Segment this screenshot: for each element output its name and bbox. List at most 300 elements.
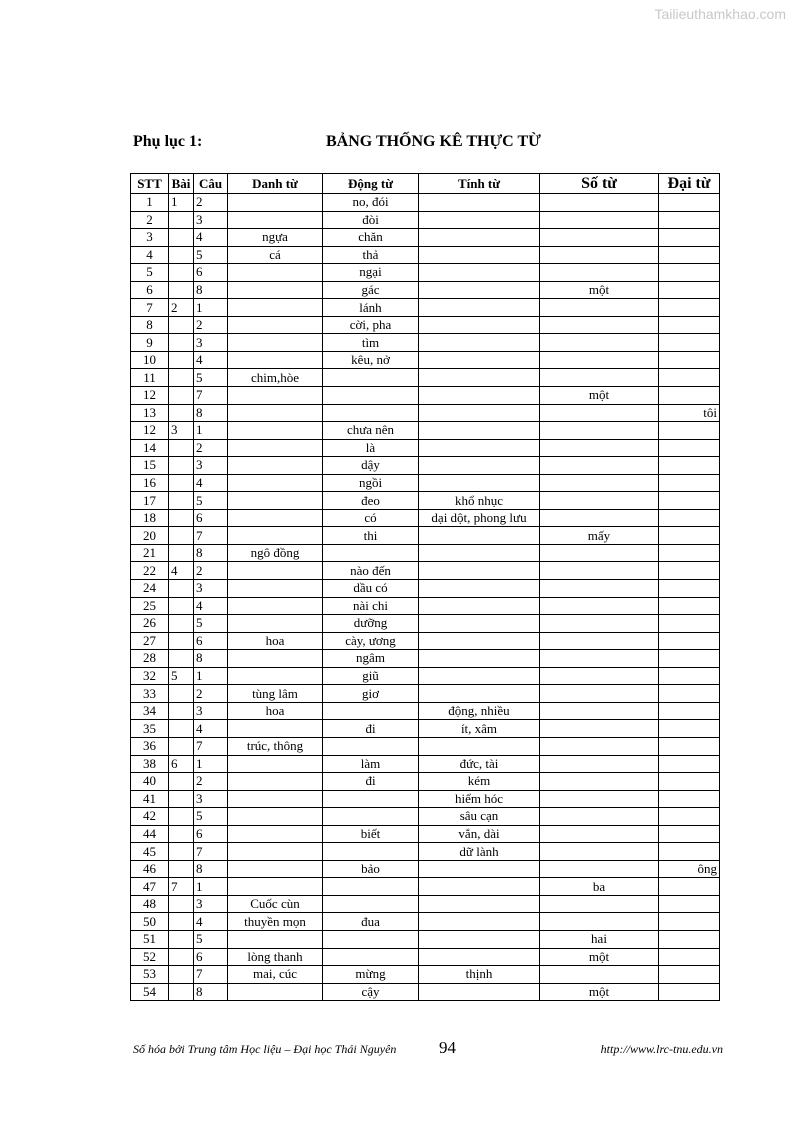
- cell-cau: 1: [194, 878, 228, 896]
- table-row: [131, 913, 720, 931]
- cell-dong-tu: giũ: [323, 667, 419, 685]
- cell-cau: 2: [194, 439, 228, 457]
- cell-dong-tu: [323, 843, 419, 861]
- cell-so-tu: [540, 755, 659, 773]
- cell-bai: [169, 474, 194, 492]
- cell-cau: 3: [194, 580, 228, 598]
- cell-cau: 7: [194, 843, 228, 861]
- cell-bai: [169, 966, 194, 984]
- cell-so-tu: một: [540, 281, 659, 299]
- cell-tinh-tu: [419, 439, 540, 457]
- cell-stt: 17: [131, 492, 169, 510]
- cell-cau: 8: [194, 281, 228, 299]
- cell-so-tu: [540, 773, 659, 791]
- cell-dong-tu: ngại: [323, 264, 419, 282]
- cell-bai: [169, 544, 194, 562]
- header-so-tu: Số từ: [540, 174, 659, 194]
- cell-bai: [169, 457, 194, 475]
- cell-danh-tu: [228, 773, 323, 791]
- cell-dong-tu: chăn: [323, 229, 419, 247]
- cell-stt: 51: [131, 930, 169, 948]
- cell-tinh-tu: [419, 632, 540, 650]
- cell-bai: [169, 211, 194, 229]
- table-row: [131, 194, 720, 212]
- cell-dai-tu: tôi: [659, 404, 720, 422]
- cell-cau: 1: [194, 755, 228, 773]
- cell-dong-tu: có: [323, 509, 419, 527]
- cell-tinh-tu: dại dột, phong lưu: [419, 509, 540, 527]
- header-dong-tu: Động từ: [323, 174, 419, 194]
- cell-cau: 4: [194, 229, 228, 247]
- cell-so-tu: [540, 615, 659, 633]
- cell-dai-tu: [659, 913, 720, 931]
- cell-danh-tu: [228, 316, 323, 334]
- table-row: [131, 773, 720, 791]
- cell-so-tu: [540, 860, 659, 878]
- cell-dai-tu: [659, 369, 720, 387]
- cell-danh-tu: [228, 755, 323, 773]
- cell-so-tu: [540, 194, 659, 212]
- cell-tinh-tu: kém: [419, 773, 540, 791]
- cell-dai-tu: [659, 229, 720, 247]
- cell-dong-tu: ngồi: [323, 474, 419, 492]
- cell-stt: 40: [131, 773, 169, 791]
- cell-dong-tu: đi: [323, 773, 419, 791]
- cell-dong-tu: làm: [323, 755, 419, 773]
- cell-danh-tu: [228, 562, 323, 580]
- cell-dong-tu: chưa nên: [323, 422, 419, 440]
- cell-tinh-tu: [419, 562, 540, 580]
- cell-stt: 12: [131, 387, 169, 405]
- cell-dong-tu: nài chi: [323, 597, 419, 615]
- cell-dai-tu: [659, 194, 720, 212]
- cell-stt: 32: [131, 667, 169, 685]
- cell-dai-tu: [659, 737, 720, 755]
- cell-tinh-tu: [419, 667, 540, 685]
- table-row: [131, 246, 720, 264]
- cell-bai: [169, 930, 194, 948]
- cell-cau: 4: [194, 913, 228, 931]
- cell-stt: 44: [131, 825, 169, 843]
- cell-tinh-tu: sâu cạn: [419, 808, 540, 826]
- cell-dai-tu: [659, 351, 720, 369]
- cell-dong-tu: [323, 948, 419, 966]
- cell-so-tu: [540, 702, 659, 720]
- header-danh-tu: Danh từ: [228, 174, 323, 194]
- cell-so-tu: [540, 316, 659, 334]
- cell-dai-tu: [659, 457, 720, 475]
- table-row: [131, 229, 720, 247]
- cell-bai: [169, 509, 194, 527]
- table-row: [131, 930, 720, 948]
- cell-dong-tu: kêu, nở: [323, 351, 419, 369]
- cell-tinh-tu: [419, 457, 540, 475]
- cell-so-tu: [540, 790, 659, 808]
- cell-dong-tu: [323, 544, 419, 562]
- cell-so-tu: [540, 580, 659, 598]
- cell-danh-tu: [228, 281, 323, 299]
- cell-dong-tu: [323, 878, 419, 896]
- cell-dai-tu: [659, 544, 720, 562]
- statistics-table: [130, 173, 720, 1001]
- cell-danh-tu: thuyền mọn: [228, 913, 323, 931]
- cell-cau: 7: [194, 737, 228, 755]
- cell-stt: 7: [131, 299, 169, 317]
- cell-tinh-tu: [419, 422, 540, 440]
- cell-stt: 33: [131, 685, 169, 703]
- cell-tinh-tu: [419, 860, 540, 878]
- cell-so-tu: [540, 369, 659, 387]
- page-number: 94: [439, 1038, 456, 1057]
- cell-tinh-tu: [419, 316, 540, 334]
- table-row: [131, 597, 720, 615]
- cell-tinh-tu: [419, 685, 540, 703]
- table-row: [131, 264, 720, 282]
- page-heading: [133, 133, 733, 155]
- cell-so-tu: [540, 509, 659, 527]
- cell-danh-tu: trúc, thông: [228, 737, 323, 755]
- cell-stt: 52: [131, 948, 169, 966]
- table-row: [131, 755, 720, 773]
- cell-bai: [169, 860, 194, 878]
- cell-dai-tu: [659, 334, 720, 352]
- cell-so-tu: [540, 808, 659, 826]
- table-row: [131, 825, 720, 843]
- cell-danh-tu: [228, 930, 323, 948]
- cell-tinh-tu: hiểm hóc: [419, 790, 540, 808]
- header-bai: Bài: [169, 174, 194, 194]
- appendix-label: Phụ lục 1:: [133, 133, 203, 150]
- page-footer: [133, 1038, 723, 1062]
- cell-dong-tu: [323, 737, 419, 755]
- cell-dong-tu: gác: [323, 281, 419, 299]
- cell-danh-tu: [228, 580, 323, 598]
- table-row: [131, 843, 720, 861]
- cell-danh-tu: [228, 474, 323, 492]
- cell-bai: 6: [169, 755, 194, 773]
- cell-so-tu: [540, 544, 659, 562]
- cell-cau: 8: [194, 860, 228, 878]
- cell-tinh-tu: [419, 351, 540, 369]
- table-row: [131, 492, 720, 510]
- cell-stt: 48: [131, 895, 169, 913]
- cell-danh-tu: [228, 404, 323, 422]
- cell-so-tu: [540, 562, 659, 580]
- cell-cau: 6: [194, 825, 228, 843]
- cell-dong-tu: dưỡng: [323, 615, 419, 633]
- cell-dai-tu: [659, 299, 720, 317]
- cell-cau: 1: [194, 667, 228, 685]
- cell-danh-tu: [228, 790, 323, 808]
- cell-stt: 20: [131, 527, 169, 545]
- watermark: Tailieuthamkhao.com: [654, 6, 786, 22]
- cell-dai-tu: [659, 615, 720, 633]
- cell-cau: 6: [194, 509, 228, 527]
- cell-danh-tu: [228, 439, 323, 457]
- cell-stt: 50: [131, 913, 169, 931]
- cell-tinh-tu: [419, 264, 540, 282]
- cell-so-tu: [540, 264, 659, 282]
- table-row: [131, 895, 720, 913]
- cell-stt: 9: [131, 334, 169, 352]
- cell-dai-tu: [659, 790, 720, 808]
- table-row: [131, 527, 720, 545]
- cell-tinh-tu: ít, xâm: [419, 720, 540, 738]
- cell-bai: [169, 387, 194, 405]
- cell-so-tu: [540, 422, 659, 440]
- cell-danh-tu: [228, 615, 323, 633]
- cell-bai: [169, 702, 194, 720]
- cell-danh-tu: [228, 527, 323, 545]
- cell-cau: 6: [194, 948, 228, 966]
- cell-tinh-tu: [419, 387, 540, 405]
- cell-tinh-tu: [419, 246, 540, 264]
- cell-tinh-tu: [419, 281, 540, 299]
- cell-dai-tu: [659, 387, 720, 405]
- cell-dong-tu: mừng: [323, 966, 419, 984]
- cell-cau: 3: [194, 211, 228, 229]
- table-row: [131, 808, 720, 826]
- cell-danh-tu: hoa: [228, 632, 323, 650]
- cell-cau: 3: [194, 457, 228, 475]
- cell-stt: 12: [131, 422, 169, 440]
- cell-dong-tu: dậy: [323, 457, 419, 475]
- cell-bai: [169, 948, 194, 966]
- table-row: [131, 387, 720, 405]
- cell-danh-tu: [228, 860, 323, 878]
- cell-tinh-tu: [419, 404, 540, 422]
- cell-tinh-tu: [419, 474, 540, 492]
- table-body: [131, 194, 720, 1001]
- cell-dong-tu: [323, 808, 419, 826]
- cell-bai: [169, 737, 194, 755]
- cell-tinh-tu: [419, 615, 540, 633]
- cell-tinh-tu: [419, 597, 540, 615]
- cell-so-tu: [540, 737, 659, 755]
- cell-so-tu: ba: [540, 878, 659, 896]
- cell-bai: 5: [169, 667, 194, 685]
- cell-cau: 2: [194, 773, 228, 791]
- cell-bai: [169, 615, 194, 633]
- cell-danh-tu: [228, 667, 323, 685]
- cell-bai: 2: [169, 299, 194, 317]
- cell-cau: 2: [194, 685, 228, 703]
- table-row: [131, 720, 720, 738]
- cell-dong-tu: thả: [323, 246, 419, 264]
- cell-dai-tu: [659, 685, 720, 703]
- cell-tinh-tu: [419, 334, 540, 352]
- cell-dong-tu: cậy: [323, 983, 419, 1001]
- cell-danh-tu: ngựa: [228, 229, 323, 247]
- cell-dong-tu: đi: [323, 720, 419, 738]
- cell-bai: [169, 843, 194, 861]
- cell-so-tu: [540, 720, 659, 738]
- cell-stt: 45: [131, 843, 169, 861]
- cell-so-tu: [540, 439, 659, 457]
- table-row: [131, 404, 720, 422]
- cell-so-tu: [540, 650, 659, 668]
- cell-cau: 5: [194, 492, 228, 510]
- cell-dong-tu: đua: [323, 913, 419, 931]
- table-row: [131, 474, 720, 492]
- cell-stt: 18: [131, 509, 169, 527]
- table-row: [131, 509, 720, 527]
- table-row: [131, 615, 720, 633]
- cell-so-tu: [540, 492, 659, 510]
- cell-stt: 35: [131, 720, 169, 738]
- cell-dai-tu: [659, 632, 720, 650]
- cell-cau: 6: [194, 264, 228, 282]
- cell-dai-tu: [659, 474, 720, 492]
- cell-tinh-tu: khổ nhục: [419, 492, 540, 510]
- cell-cau: 2: [194, 194, 228, 212]
- cell-danh-tu: hoa: [228, 702, 323, 720]
- cell-bai: [169, 913, 194, 931]
- cell-dong-tu: [323, 387, 419, 405]
- cell-bai: [169, 369, 194, 387]
- cell-stt: 11: [131, 369, 169, 387]
- cell-cau: 5: [194, 808, 228, 826]
- table-row: [131, 351, 720, 369]
- table-row: [131, 544, 720, 562]
- cell-danh-tu: [228, 264, 323, 282]
- cell-cau: 7: [194, 527, 228, 545]
- cell-bai: [169, 895, 194, 913]
- cell-tinh-tu: đức, tài: [419, 755, 540, 773]
- cell-cau: 5: [194, 369, 228, 387]
- cell-danh-tu: [228, 983, 323, 1001]
- cell-cau: 1: [194, 299, 228, 317]
- cell-so-tu: [540, 299, 659, 317]
- cell-bai: [169, 650, 194, 668]
- cell-cau: 2: [194, 316, 228, 334]
- cell-bai: [169, 351, 194, 369]
- cell-bai: [169, 492, 194, 510]
- cell-cau: 8: [194, 404, 228, 422]
- cell-stt: 16: [131, 474, 169, 492]
- cell-tinh-tu: [419, 229, 540, 247]
- cell-bai: [169, 527, 194, 545]
- cell-bai: [169, 983, 194, 1001]
- cell-stt: 22: [131, 562, 169, 580]
- cell-dai-tu: [659, 316, 720, 334]
- cell-bai: 4: [169, 562, 194, 580]
- table-row: [131, 737, 720, 755]
- cell-tinh-tu: [419, 299, 540, 317]
- cell-cau: 4: [194, 720, 228, 738]
- cell-cau: 8: [194, 983, 228, 1001]
- cell-stt: 25: [131, 597, 169, 615]
- table-row: [131, 562, 720, 580]
- cell-so-tu: hai: [540, 930, 659, 948]
- cell-dai-tu: [659, 422, 720, 440]
- table-row: [131, 316, 720, 334]
- cell-danh-tu: [228, 334, 323, 352]
- cell-dong-tu: no, đói: [323, 194, 419, 212]
- cell-bai: 3: [169, 422, 194, 440]
- cell-cau: 8: [194, 544, 228, 562]
- cell-bai: [169, 720, 194, 738]
- cell-stt: 47: [131, 878, 169, 896]
- cell-dong-tu: giơ: [323, 685, 419, 703]
- cell-cau: 3: [194, 895, 228, 913]
- cell-danh-tu: [228, 422, 323, 440]
- cell-dai-tu: [659, 580, 720, 598]
- page-title: BẢNG THỐNG KÊ THỰC TỪ: [326, 133, 541, 150]
- cell-stt: 27: [131, 632, 169, 650]
- cell-dai-tu: ông: [659, 860, 720, 878]
- cell-dai-tu: [659, 527, 720, 545]
- cell-stt: 53: [131, 966, 169, 984]
- cell-tinh-tu: [419, 895, 540, 913]
- cell-dong-tu: [323, 790, 419, 808]
- cell-bai: [169, 825, 194, 843]
- cell-stt: 6: [131, 281, 169, 299]
- cell-bai: [169, 316, 194, 334]
- cell-so-tu: [540, 457, 659, 475]
- table-row: [131, 422, 720, 440]
- cell-dong-tu: lánh: [323, 299, 419, 317]
- cell-danh-tu: mai, cúc: [228, 966, 323, 984]
- table-row: [131, 211, 720, 229]
- table-row: [131, 702, 720, 720]
- cell-danh-tu: [228, 808, 323, 826]
- cell-so-tu: [540, 895, 659, 913]
- cell-cau: 7: [194, 387, 228, 405]
- cell-dai-tu: [659, 755, 720, 773]
- cell-dai-tu: [659, 492, 720, 510]
- cell-dai-tu: [659, 948, 720, 966]
- table-row: [131, 334, 720, 352]
- cell-danh-tu: Cuốc cùn: [228, 895, 323, 913]
- table-row: [131, 790, 720, 808]
- cell-stt: 36: [131, 737, 169, 755]
- cell-cau: 3: [194, 702, 228, 720]
- cell-tinh-tu: vắn, dài: [419, 825, 540, 843]
- table-row: [131, 650, 720, 668]
- cell-dong-tu: tìm: [323, 334, 419, 352]
- cell-so-tu: [540, 246, 659, 264]
- cell-dai-tu: [659, 825, 720, 843]
- cell-stt: 34: [131, 702, 169, 720]
- cell-stt: 54: [131, 983, 169, 1001]
- cell-dong-tu: [323, 895, 419, 913]
- cell-danh-tu: [228, 825, 323, 843]
- cell-dai-tu: [659, 702, 720, 720]
- cell-cau: 3: [194, 334, 228, 352]
- cell-cau: 7: [194, 966, 228, 984]
- cell-bai: [169, 334, 194, 352]
- cell-bai: 7: [169, 878, 194, 896]
- cell-dai-tu: [659, 650, 720, 668]
- cell-danh-tu: [228, 457, 323, 475]
- cell-stt: 13: [131, 404, 169, 422]
- cell-stt: 10: [131, 351, 169, 369]
- cell-dong-tu: đeo: [323, 492, 419, 510]
- table-row: [131, 457, 720, 475]
- cell-tinh-tu: [419, 948, 540, 966]
- cell-cau: 5: [194, 615, 228, 633]
- cell-stt: 42: [131, 808, 169, 826]
- cell-tinh-tu: [419, 737, 540, 755]
- cell-dong-tu: biết: [323, 825, 419, 843]
- cell-bai: [169, 808, 194, 826]
- cell-so-tu: [540, 685, 659, 703]
- cell-bai: [169, 685, 194, 703]
- cell-danh-tu: [228, 509, 323, 527]
- cell-stt: 3: [131, 229, 169, 247]
- cell-so-tu: [540, 825, 659, 843]
